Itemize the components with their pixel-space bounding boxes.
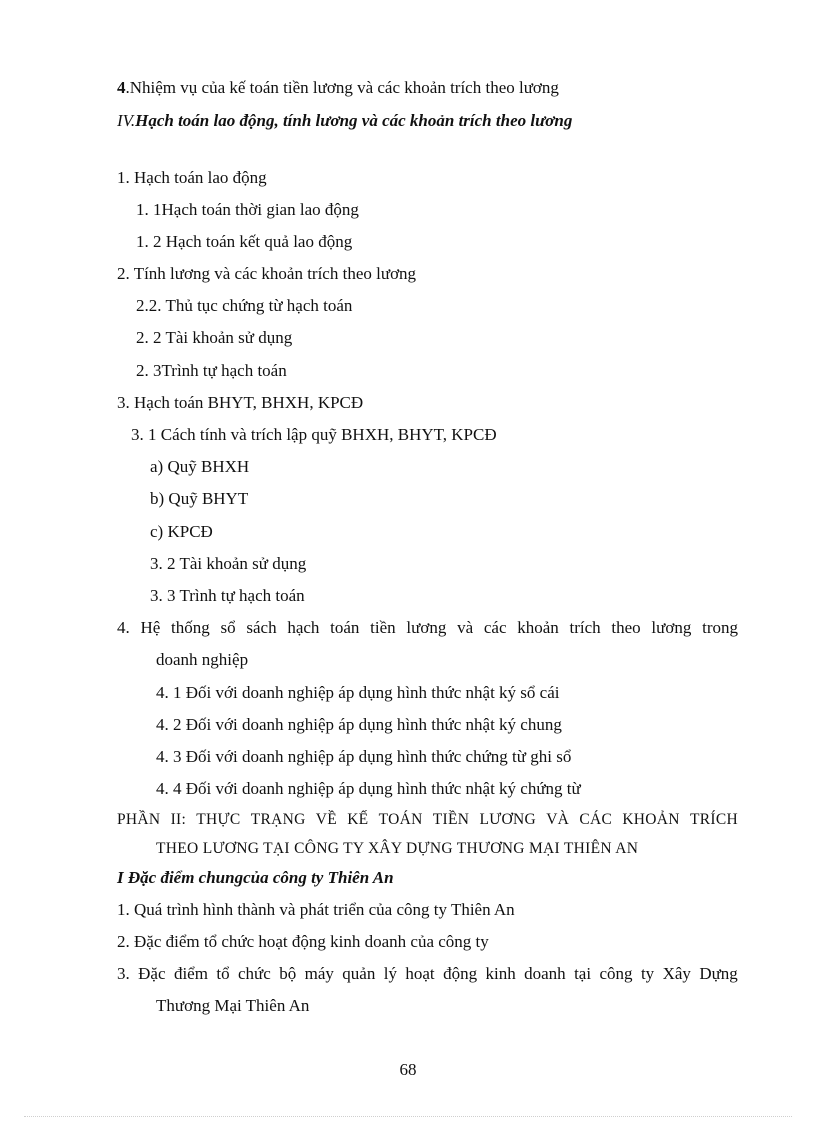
word: lương: [651, 618, 692, 637]
word: ty: [640, 964, 655, 983]
word: VỀ: [315, 811, 338, 828]
word: theo: [611, 618, 641, 637]
word: lý: [383, 964, 397, 983]
word: LƯƠNG: [479, 811, 537, 828]
toc-item: 2. Tính lương và các khoản trích theo lương: [117, 264, 417, 283]
toc-item: 1. Hạch toán lao động: [117, 168, 267, 187]
word: thống: [171, 618, 210, 637]
word: sổ: [220, 618, 236, 637]
word: Dựng: [699, 964, 738, 983]
word: tại: [574, 964, 592, 983]
word: TRẠNG: [250, 811, 306, 828]
toc-item: 3. Hạch toán BHYT, BHXH, KPCĐ: [117, 393, 364, 412]
toc-item: 3. 1 Cách tính và trích lập quỹ BHXH, BHYT, KPCĐ: [131, 425, 497, 444]
word: 3.: [117, 964, 130, 983]
word: tiền: [370, 618, 396, 637]
toc-item: 3. 3 Trình tự hạch toán: [150, 586, 305, 605]
word: TRÍCH: [689, 811, 738, 828]
word: sách: [246, 618, 277, 637]
page-bottom-border: [24, 1116, 792, 1117]
toc-item: 4. 2 Đối với doanh nghiệp áp dụng hình thức nhật ký chung: [156, 715, 562, 734]
toc-item: 1. Quá trình hình thành và phát triển của công ty Thiên An: [117, 900, 515, 919]
toc-item: a) Quỹ BHXH: [150, 457, 250, 476]
word: TOÁN: [378, 811, 423, 828]
toc-item: 2.2. Thủ tục chứng từ hạch toán: [136, 296, 353, 315]
toc-item: 2. Đặc điểm tổ chức hoạt động kinh doanh của công ty: [117, 932, 489, 951]
word: II:: [170, 811, 187, 828]
toc-item: c) KPCĐ: [150, 522, 213, 541]
word: bộ: [279, 964, 297, 983]
word: PHẦN: [117, 811, 161, 828]
toc-item: 1. 2 Hạch toán kết quả lao động: [136, 232, 353, 251]
toc-item: b) Quỹ BHYT: [150, 489, 249, 508]
word: lương: [406, 618, 447, 637]
word: doanh: [524, 964, 566, 983]
word: trong: [702, 618, 738, 637]
toc-item-continuation: doanh nghiệp: [156, 650, 249, 669]
word: máy: [304, 964, 334, 983]
toc-item: 3. 2 Tài khoản sử dụng: [150, 554, 307, 573]
toc-item: 2. 3Trình tự hạch toán: [136, 361, 287, 380]
toc-item-justified: [117, 964, 738, 984]
toc-item: 2. 2 Tài khoản sử dụng: [136, 328, 293, 347]
word: TIỀN: [432, 811, 470, 828]
word: quản: [342, 964, 376, 983]
part-ii-heading-continuation: THEO LƯƠNG TẠI CÔNG TY XÂY DỰNG THƯƠNG MẠI THIÊN AN: [156, 840, 639, 857]
word: KẾ: [347, 811, 369, 828]
toc-item-justified: [117, 618, 738, 638]
word: điểm: [173, 964, 208, 983]
section-i-heading: I Đặc điểm chungcủa công ty Thiên An: [117, 868, 394, 887]
toc-item: 4. 4 Đối với doanh nghiệp áp dụng hình thức nhật ký chứng từ: [156, 779, 581, 798]
word: trích: [569, 618, 601, 637]
word: KHOẢN: [622, 811, 680, 828]
word: khoản: [517, 618, 559, 637]
word: hạch: [287, 618, 320, 637]
word: hoạt: [405, 964, 435, 983]
word: các: [483, 618, 507, 637]
word: THỰC: [196, 811, 241, 828]
word: Đặc: [138, 964, 166, 983]
word: kinh: [485, 964, 516, 983]
word: công: [599, 964, 633, 983]
toc-item-continuation: Thương Mại Thiên An: [156, 996, 310, 1015]
word: VÀ: [546, 811, 570, 828]
word: toán: [330, 618, 360, 637]
word: động: [443, 964, 478, 983]
word: Hệ: [140, 618, 161, 637]
word: và: [457, 618, 474, 637]
word: 4.: [117, 618, 130, 637]
word: CÁC: [579, 811, 613, 828]
heading-4-task: 4.Nhiệm vụ của kế toán tiền lương và các khoản trích theo lương: [117, 78, 559, 97]
word: Xây: [662, 964, 691, 983]
toc-item: 1. 1Hạch toán thời gian lao động: [136, 200, 359, 219]
toc-item: 4. 1 Đối với doanh nghiệp áp dụng hình thức nhật ký sổ cái: [156, 683, 560, 702]
word: tổ: [216, 964, 230, 983]
section-iv-heading: IV.Hạch toán lao động, tính lương và các khoản trích theo lương: [117, 111, 573, 130]
word: chức: [237, 964, 271, 983]
toc-item: 4. 3 Đối với doanh nghiệp áp dụng hình thức chứng từ ghi sổ: [156, 747, 572, 766]
page-number: 68: [399, 1060, 417, 1079]
part-ii-heading: [117, 810, 738, 830]
